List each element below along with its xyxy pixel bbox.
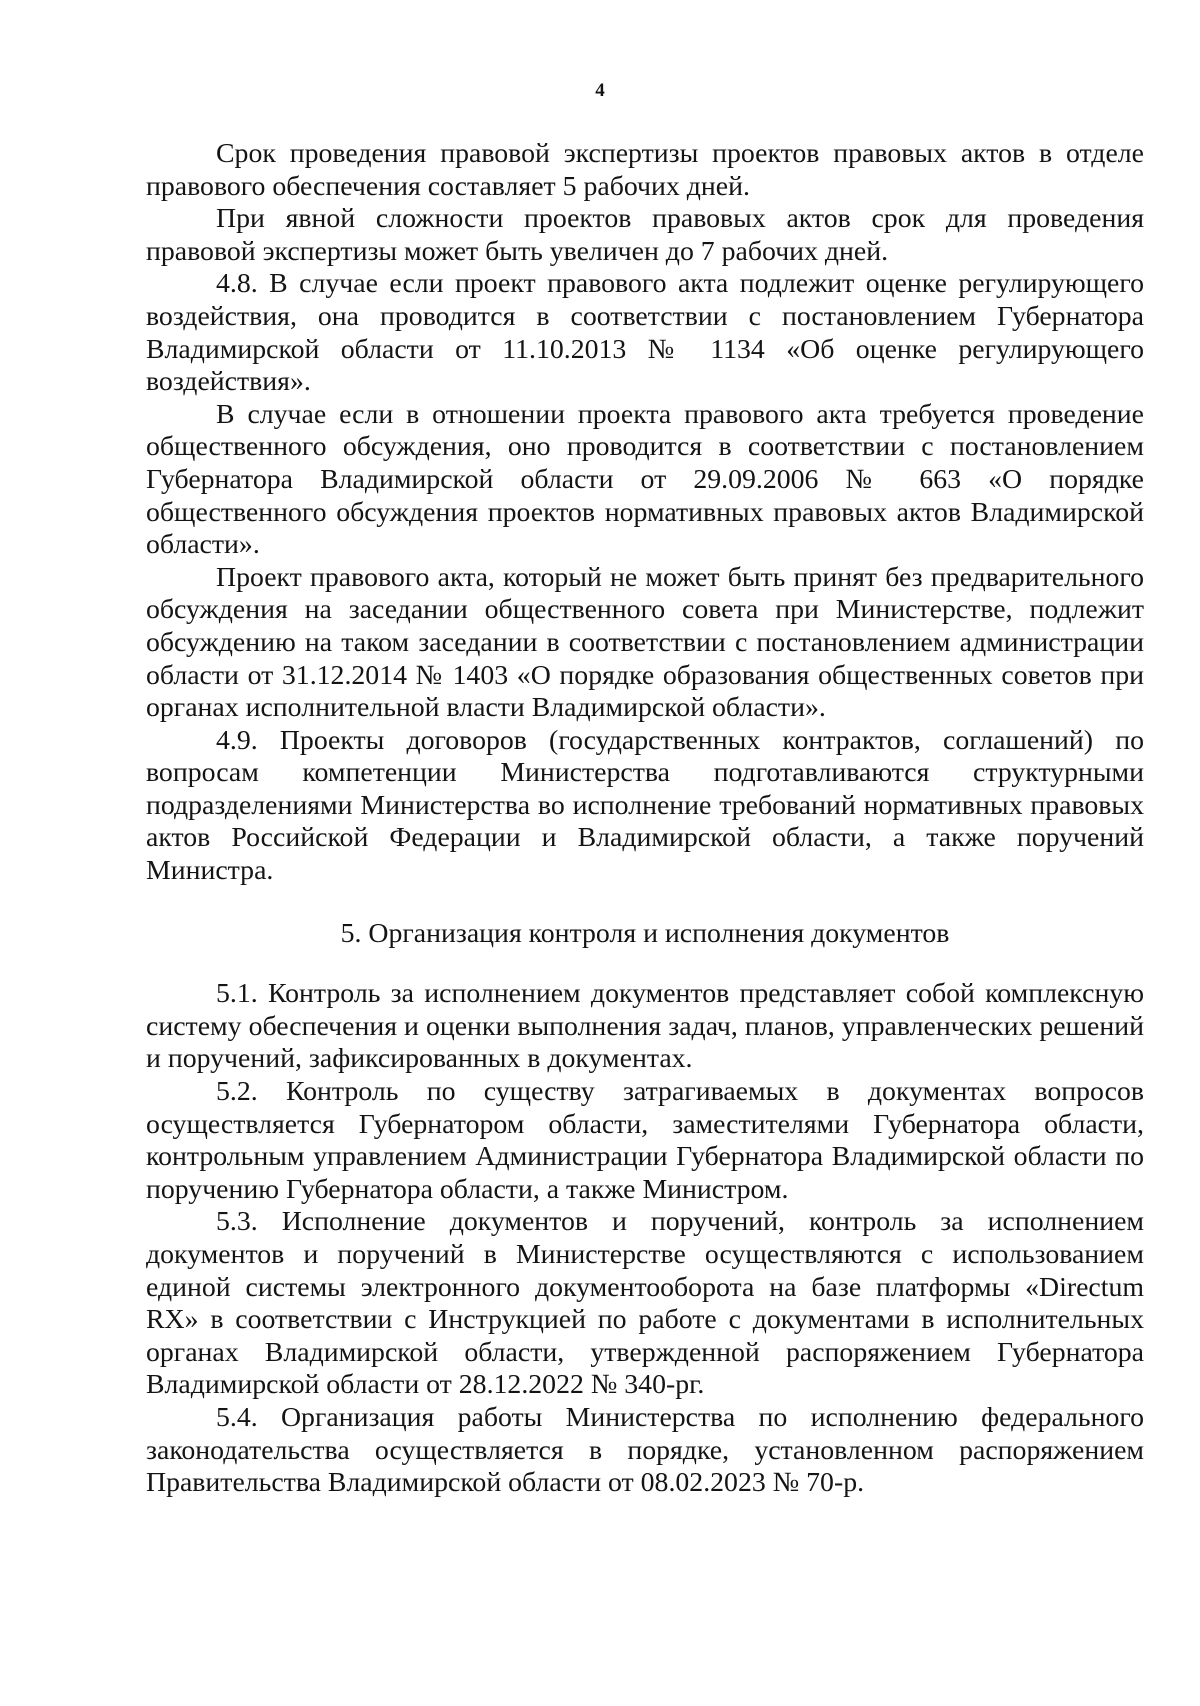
paragraph: Проект правового акта, который не может быть принят без предварительного обсуждения на заседании общественного совета при Министерстве, подлежит обсуждению на таком заседании в соответствии с постановлением администрации области от 31.12.2014 № 1403 «О порядке образования общественных советов при органах исполнительной власти Владимирской области». [146, 561, 1144, 724]
paragraph: Срок проведения правовой экспертизы проектов правовых актов в отделе правового обеспечения составляет 5 рабочих дней. [146, 138, 1144, 202]
paragraph: 5.1. Контроль за исполнением документов представляет собой комплексную систему обеспечения и оценки выполнения задач, планов, управленческих решений и поручений, зафиксированных в документах. [146, 978, 1144, 1075]
paragraph: 4.8. В случае если проект правового акта подлежит оценке регулирующего воздействия, она проводится в соответствии с постановлением Губернатора Владимирской области от 11.10.2013 № 1134 «Об оценке регулирующего воздействия». [146, 268, 1144, 398]
paragraph: 5.4. Организация работы Министерства по исполнению федерального законодательства осуществляется в порядке, установленном распоряжением Правительства Владимирской области от 08.02.2023 № 70-р. [146, 1401, 1144, 1499]
paragraph: При явной сложности проектов правовых актов срок для проведения правовой экспертизы может быть увеличен до 7 рабочих дней. [146, 203, 1144, 267]
paragraph: 5.3. Исполнение документов и поручений, контроль за исполнением документов и поручений в Министерстве осуществляются с использованием единой системы электронного документооборота на базе платформы «Directum RX» в соответствии с Инструкцией по работе с документами в исполнительных органах Владимирской области, утвержденной распоряжением Губернатора Владимирской области от 28.12.2022 № 340-рг. [146, 1206, 1144, 1401]
paragraph: В случае если в отношении проекта правового акта требуется проведение общественного обсуждения, оно проводится в соответствии с постановлением Губернатора Владимирской области от 29.09.2006 № 663 «О порядке общественного обсуждения проектов нормативных правовых актов Владимирской области». [146, 398, 1144, 561]
paragraph: 5.2. Контроль по существу затрагиваемых в документах вопросов осуществляется Губернатором области, заместителями Губернатора области, контрольным управлением Администрации Губернатора Владимирской области по поручению Губернатора области, а также Министром. [146, 1076, 1144, 1205]
document-body [146, 138, 1144, 1500]
page-number: 4 [595, 80, 605, 101]
section-heading: 5. Организация контроля и исполнения документов [340, 917, 950, 949]
paragraph: 4.9. Проекты договоров (государственных контрактов, соглашений) по вопросам компетенции Министерства подготавливаются структурными подразделениями Министерства во исполнение требований нормативных правовых актов Российской Федерации и Владимирской области, а также поручений Министра. [146, 724, 1144, 887]
